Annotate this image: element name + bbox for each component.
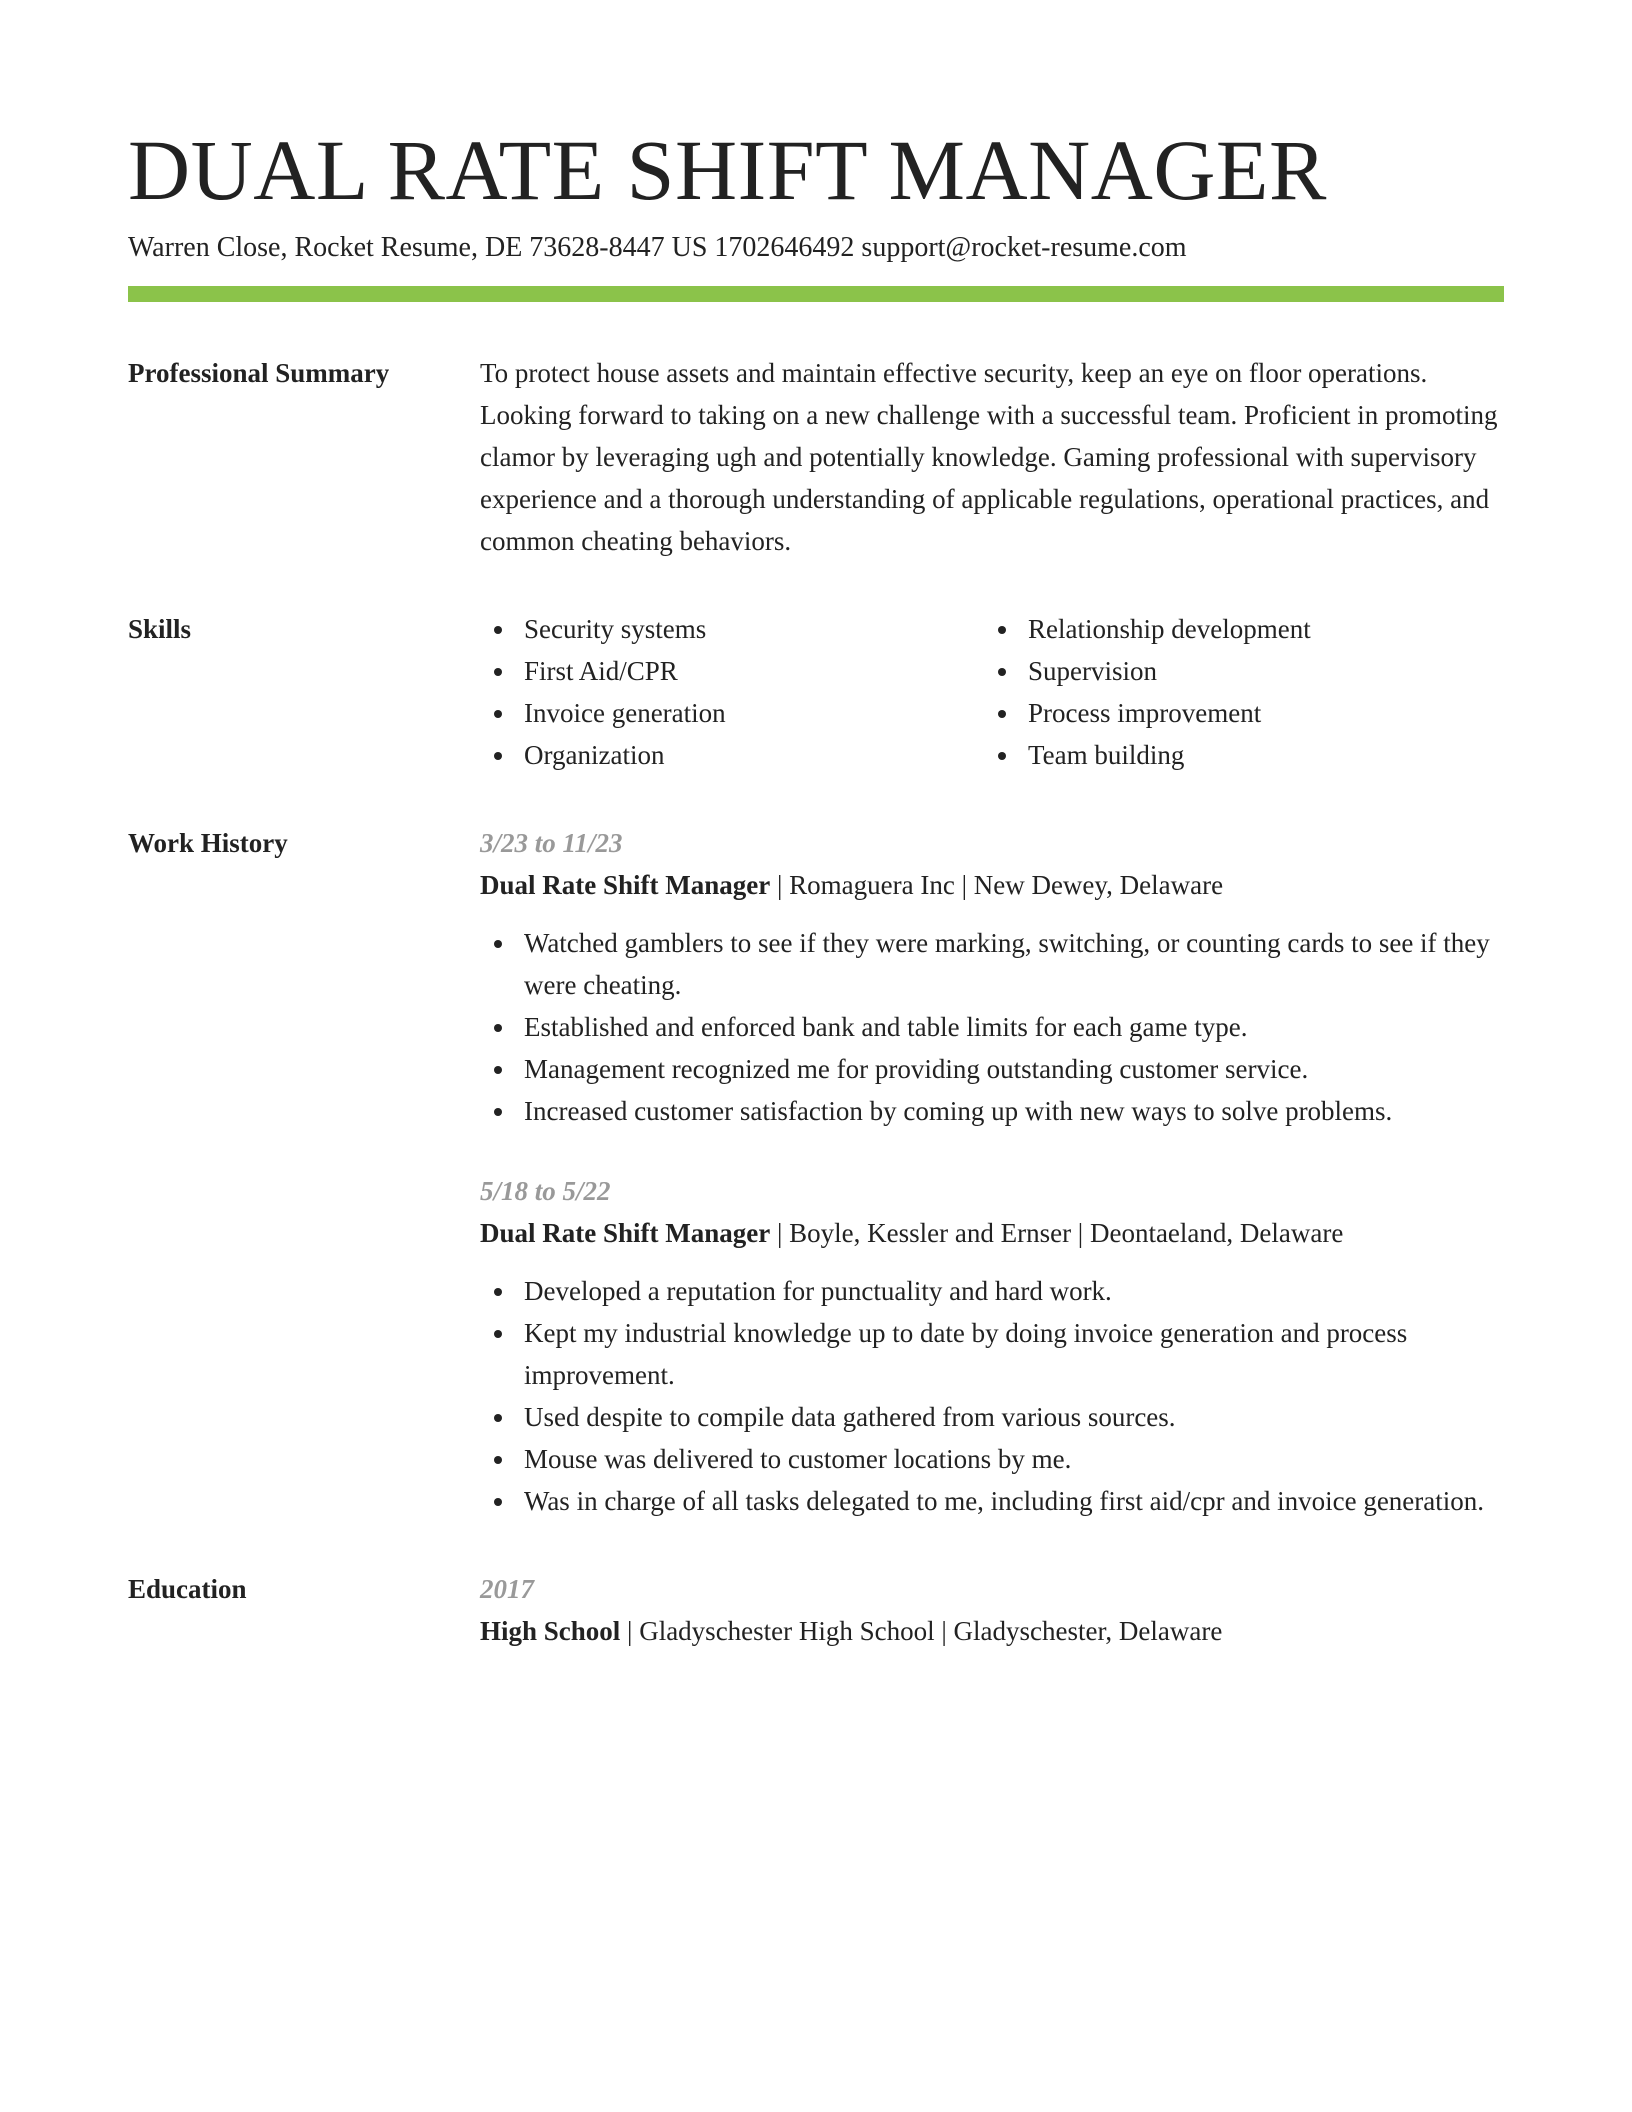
- skills-column-left: [480, 608, 984, 776]
- resume-page: [128, 118, 1504, 1652]
- duty-item: Developed a reputation for punctuality and hard work.: [480, 1270, 1504, 1312]
- duty-item: Management recognized me for providing outstanding customer service.: [480, 1048, 1504, 1090]
- education-school-location: | Gladyschester High School | Gladyschester, Delaware: [620, 1616, 1223, 1646]
- skills-body: [480, 608, 1504, 776]
- skill-item: First Aid/CPR: [480, 650, 984, 692]
- skill-item: Process improvement: [984, 692, 1488, 734]
- job-dates: 3/23 to 11/23: [480, 828, 623, 858]
- job-title: Dual Rate Shift Manager: [480, 870, 771, 900]
- job-entry: [480, 822, 1504, 1132]
- work-history-section: [128, 822, 1504, 1522]
- summary-heading: Professional Summary: [128, 358, 390, 388]
- summary-body: [480, 352, 1504, 562]
- job-dates: 5/18 to 5/22: [480, 1176, 611, 1206]
- accent-divider: [128, 286, 1504, 302]
- job-title: Dual Rate Shift Manager: [480, 1218, 771, 1248]
- duty-item: Kept my industrial knowledge up to date by doing invoice generation and process improvement.: [480, 1312, 1504, 1396]
- summary-section: [128, 352, 1504, 562]
- job-role-line: [480, 864, 1504, 906]
- work-history-heading: Work History: [128, 828, 288, 858]
- job-duties: [480, 1270, 1504, 1522]
- education-line: [480, 1610, 1504, 1652]
- education-section: [128, 1568, 1504, 1652]
- work-history-body: [480, 822, 1504, 1522]
- job-employer-location: | Romaguera Inc | New Dewey, Delaware: [770, 870, 1224, 900]
- education-body: [480, 1568, 1504, 1652]
- skill-item: Supervision: [984, 650, 1488, 692]
- education-dates: 2017: [480, 1574, 534, 1604]
- education-degree: High School: [480, 1616, 621, 1646]
- contact-info: Warren Close, Rocket Resume, DE 73628-8447 US 1702646492 support@rocket-resume.com: [128, 232, 1187, 263]
- skill-item: Team building: [984, 734, 1488, 776]
- duty-item: Mouse was delivered to customer locations by me.: [480, 1438, 1504, 1480]
- duty-item: Was in charge of all tasks delegated to me, including first aid/cpr and invoice generation.: [480, 1480, 1504, 1522]
- duty-item: Used despite to compile data gathered from various sources.: [480, 1396, 1504, 1438]
- skill-item: Organization: [480, 734, 984, 776]
- skill-item: Invoice generation: [480, 692, 984, 734]
- skills-grid: [480, 608, 1504, 776]
- job-duties: [480, 922, 1504, 1132]
- duty-item: Established and enforced bank and table limits for each game type.: [480, 1006, 1504, 1048]
- summary-text: To protect house assets and maintain effective security, keep an eye on floor operations. Looking forward to taking on a new challenge with a successful team. Proficient in promoting clamor by leveraging ugh and potentially knowledge. Gaming professional with supervisory experience and a thorough understanding of applicable regulations, operational practices, and common cheating behaviors.: [480, 358, 1498, 556]
- job-role-line: [480, 1212, 1504, 1254]
- duty-item: Increased customer satisfaction by coming up with new ways to solve problems.: [480, 1090, 1504, 1132]
- candidate-name: DUAL RATE SHIFT MANAGER: [128, 122, 1327, 218]
- skills-section: [128, 608, 1504, 776]
- duty-item: Watched gamblers to see if they were marking, switching, or counting cards to see if they were cheating.: [480, 922, 1504, 1006]
- skill-item: Security systems: [480, 608, 984, 650]
- skill-item: Relationship development: [984, 608, 1488, 650]
- skills-column-right: [984, 608, 1488, 776]
- job-employer-location: | Boyle, Kessler and Ernser | Deontaeland, Delaware: [770, 1218, 1344, 1248]
- skills-heading: Skills: [128, 614, 192, 644]
- job-entry: [480, 1170, 1504, 1522]
- education-heading: Education: [128, 1574, 247, 1604]
